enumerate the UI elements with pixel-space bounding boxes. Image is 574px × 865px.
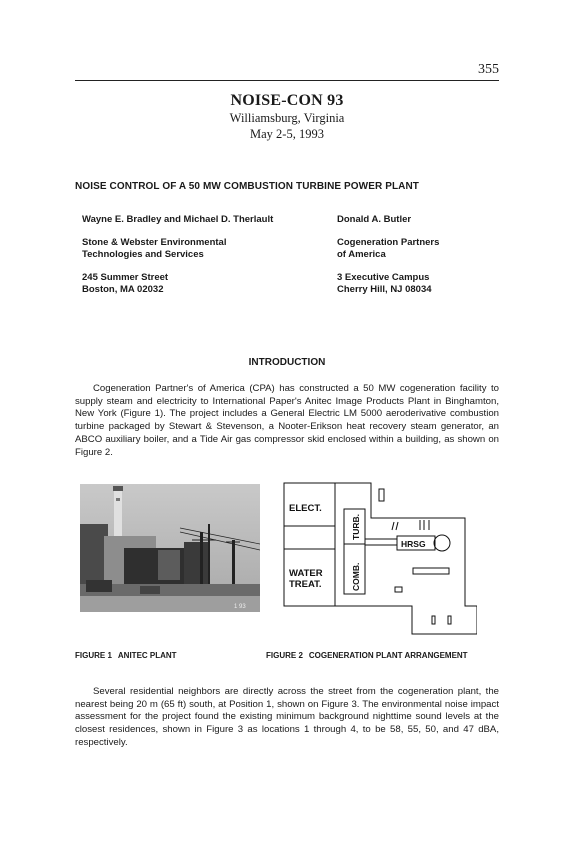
introduction-heading: INTRODUCTION [248, 357, 326, 368]
conference-name: NOISE-CON 93 [230, 92, 344, 109]
figure-1-photo [80, 484, 260, 612]
figure-caption-text: COGENERATION PLANT ARRANGEMENT [308, 651, 468, 660]
conference-header [0, 92, 574, 142]
affiliation-line: Stone & Webster Environmental [82, 236, 227, 248]
figure-label: FIGURE 1 [75, 651, 112, 660]
label-turb: TURB. [351, 514, 361, 540]
figure-2-diagram [283, 482, 477, 637]
figure-2-caption [266, 651, 468, 660]
author-block-right [337, 214, 439, 307]
equipment-pad [395, 587, 402, 592]
equipment-pad [432, 616, 435, 624]
exhaust-duct [365, 539, 397, 545]
paragraph-text: Cogeneration Partner's of America (CPA) has constructed a 50 MW cogeneration facility to supply steam and electricity to International Paper's Anitec Image Products Plant in Binghamton, New York (Figure 1). The project includes a General Electric LM 5000 aeroderivative combustion turbine packaged by Stewart & Stevenson, a Nooter-Erikson heat recovery steam generator, an ABCO auxiliary boiler, and a Tide Air gas compressor skid enclosed within a building, as shown on Figure 2. [75, 383, 499, 458]
equipment-pad [413, 568, 449, 574]
label-comb: COMB. [351, 562, 361, 591]
figure-caption-text: ANITEC PLANT [117, 651, 177, 660]
paragraph-text: Several residential neighbors are directly across the street from the cogeneration plant, the nearest being 20 m (65 ft) south, at Position 1, shown on Figure 3. The environmental noise impact assessment for the project found the existing minimum background nighttime sound levels at the closest residences, shown in Figure 3 as locations 1 through 4, to be 58, 55, 50, and 47 dBA, respectively. [75, 686, 499, 748]
author-affiliation [337, 237, 439, 262]
plant-photo-image [80, 484, 260, 612]
author-address [82, 272, 273, 297]
address-city: Boston, MA 02032 [82, 284, 164, 295]
affiliation-line: Technologies and Services [82, 249, 204, 260]
photo-frame-mark: 1 93 [234, 604, 246, 610]
affiliation-line: of America [337, 249, 386, 260]
author-affiliation [82, 237, 273, 262]
label-treat: TREAT. [289, 579, 322, 590]
affiliation-line: Cogeneration Partners [337, 236, 440, 248]
figure-1-caption [75, 651, 177, 660]
equipment-mark [392, 522, 394, 530]
introduction-paragraph-2 [75, 686, 499, 750]
author-block-left [82, 214, 273, 307]
address-street: 245 Summer Street [82, 271, 169, 283]
equipment-pad [379, 489, 384, 501]
author-names: Donald A. Butler [337, 214, 412, 225]
author-names: Wayne E. Bradley and Michael D. Therlault [82, 214, 274, 225]
equipment-mark [396, 522, 398, 530]
author-address [337, 272, 439, 297]
address-street: 3 Executive Campus [337, 271, 430, 283]
conference-dates: May 2-5, 1993 [250, 127, 324, 141]
label-water: WATER [289, 568, 323, 579]
header-rule [75, 80, 499, 81]
conference-location: Williamsburg, Virginia [229, 111, 345, 125]
stack-icon [434, 535, 450, 551]
introduction-paragraph-1 [75, 383, 499, 459]
equipment-pad [448, 616, 451, 624]
arrangement-drawing [283, 482, 477, 637]
label-hrsg: HRSG [401, 539, 426, 549]
figure-label: FIGURE 2 [266, 651, 303, 660]
label-elect: ELECT. [289, 503, 322, 514]
page-number: 355 [478, 62, 499, 77]
address-city: Cherry Hill, NJ 08034 [337, 284, 432, 295]
paper-title: NOISE CONTROL OF A 50 MW COMBUSTION TURBINE POWER PLANT [75, 181, 420, 192]
